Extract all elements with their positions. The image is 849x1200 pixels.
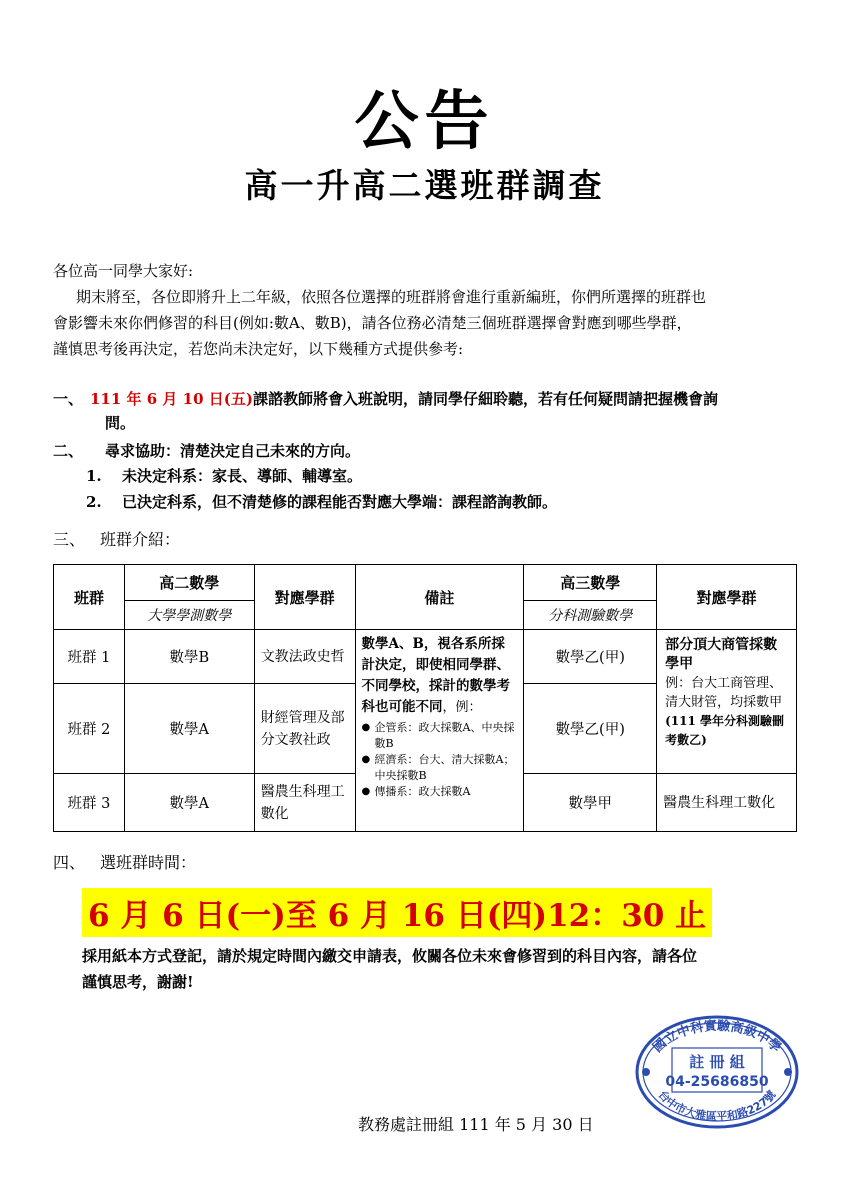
page-subtitle: 高一升高二選班群調查 bbox=[244, 166, 605, 205]
note-bullet: ● 經濟系：台大、清大採數A；中央採數B bbox=[362, 752, 518, 784]
item-2-sub-2-num: 2. bbox=[86, 493, 102, 511]
note-bold: 數學A、B，視各系所採計決定，即使相同學群、不同學校，採計的數學考科也可能不同 bbox=[361, 636, 511, 715]
item-1-cont: 問。 bbox=[105, 414, 136, 432]
row-1-g3: 數學乙(甲) bbox=[524, 630, 657, 684]
item-2-marker: 二、 bbox=[53, 442, 84, 460]
note-tail: ，例： bbox=[442, 700, 482, 715]
header-g2-math: 高二數學 bbox=[124, 565, 254, 601]
closing-line-2: 謹慎思考，謝謝! bbox=[82, 973, 194, 991]
page-title: 公告 bbox=[354, 85, 495, 159]
item-1 bbox=[90, 386, 718, 412]
class-group-table bbox=[53, 564, 797, 832]
seal-center-text: 註 冊 組 bbox=[689, 1053, 745, 1071]
note-cell bbox=[355, 630, 524, 832]
row-1-fields: 文教法政史哲 bbox=[254, 630, 355, 684]
row-3-g2: 數學A bbox=[124, 774, 254, 832]
header-g2-sub: 大學學測數學 bbox=[124, 601, 254, 630]
item-2-sub-2-text: 已決定科系，但不清楚修的課程能否對應大學端：課程諮詢教師。 bbox=[122, 493, 558, 511]
seal-phone: 04-25686850 bbox=[665, 1074, 769, 1090]
item-2-sub-1-text: 未決定科系：家長、導師、輔導室。 bbox=[122, 467, 363, 485]
row-2-group: 班群 2 bbox=[54, 684, 125, 774]
fields-2-normal: 例：台大工商管理、清大財管，均採數甲 bbox=[665, 676, 783, 710]
seal-top-text: 國立中科實驗高級中學 bbox=[650, 1018, 784, 1056]
header-g3-math: 高三數學 bbox=[524, 565, 657, 601]
header-fields-2: 對應學群 bbox=[657, 565, 797, 630]
fields-2-bold-tail: (111 學年分科測驗刪考數乙) bbox=[665, 714, 785, 747]
registration-office-seal bbox=[634, 1014, 800, 1130]
header-g3-sub: 分科測驗數學 bbox=[524, 601, 657, 630]
seal-flower-left-icon bbox=[642, 1068, 650, 1076]
seal-bottom-text: 台中市大雅區平和路227號 bbox=[655, 1088, 779, 1124]
row-3-fields-2: 醫農生科理工數化 bbox=[657, 774, 797, 832]
row-1-g2: 數學B bbox=[124, 630, 254, 684]
header-note: 備註 bbox=[355, 565, 524, 630]
row-2-fields: 財經管理及部分文教社政 bbox=[254, 684, 355, 774]
row-3-group: 班群 3 bbox=[54, 774, 125, 832]
intro-line-3: 謹慎思考後再決定，若您尚未決定好，以下幾種方式提供參考: bbox=[53, 340, 464, 358]
greeting: 各位高一同學大家好: bbox=[53, 262, 194, 280]
row-2-g2: 數學A bbox=[124, 684, 254, 774]
note-bullet: ● 傳播系：政大採數A bbox=[362, 784, 518, 800]
row-2-g3: 數學乙(甲) bbox=[524, 684, 657, 774]
closing-line-1: 採用紙本方式登記，請於規定時間內繳交申請表，攸關各位未來會修習到的科目內容，請各位 bbox=[82, 947, 698, 965]
row-1-group: 班群 1 bbox=[54, 630, 125, 684]
item-3-marker: 三、 bbox=[53, 530, 86, 549]
item-4-text: 選班群時間： bbox=[100, 853, 197, 872]
row-3-g3: 數學甲 bbox=[524, 774, 657, 832]
fields-2-bold: 部分頂大商管採數學甲 bbox=[665, 637, 778, 672]
deadline-highlight: 6 月 6 日(一)至 6 月 16 日(四)12：30 止 bbox=[82, 888, 712, 937]
intro-line-1: 期末將至，各位即將升上二年級，依照各位選擇的班群將會進行重新編班，你們所選擇的班群也 bbox=[76, 288, 707, 306]
item-1-date: 111 年 6 月 10 日(五) bbox=[90, 390, 253, 408]
item-1-marker: 一、 bbox=[53, 390, 84, 408]
row-3-fields: 醫農生科理工數化 bbox=[254, 774, 355, 832]
note-bullets bbox=[362, 720, 518, 800]
fields-2-merged bbox=[657, 630, 797, 774]
header-fields-1: 對應學群 bbox=[254, 565, 355, 630]
seal-flower-right-icon bbox=[784, 1068, 792, 1076]
item-4-marker: 四、 bbox=[53, 853, 86, 872]
item-2-text: 尋求協助：清楚決定自己未來的方向。 bbox=[105, 442, 361, 460]
note-bullet: ● 企管系：政大採數A、中央採數B bbox=[362, 720, 518, 752]
item-2-sub-1-num: 1. bbox=[86, 467, 102, 485]
item-3-text: 班群介紹： bbox=[100, 530, 181, 549]
header-group: 班群 bbox=[54, 565, 125, 630]
signature: 教務處註冊組 111 年 5 月 30 日 bbox=[358, 1115, 594, 1134]
item-1-text: 課諮教師將會入班說明，請同學仔細聆聽，若有任何疑問請把握機會詢 bbox=[252, 390, 718, 408]
intro-line-2: 會影響未來你們修習的科目(例如:數A、數B)，請各位務必清楚三個班群選擇會對應到哪些學群， bbox=[53, 314, 692, 332]
